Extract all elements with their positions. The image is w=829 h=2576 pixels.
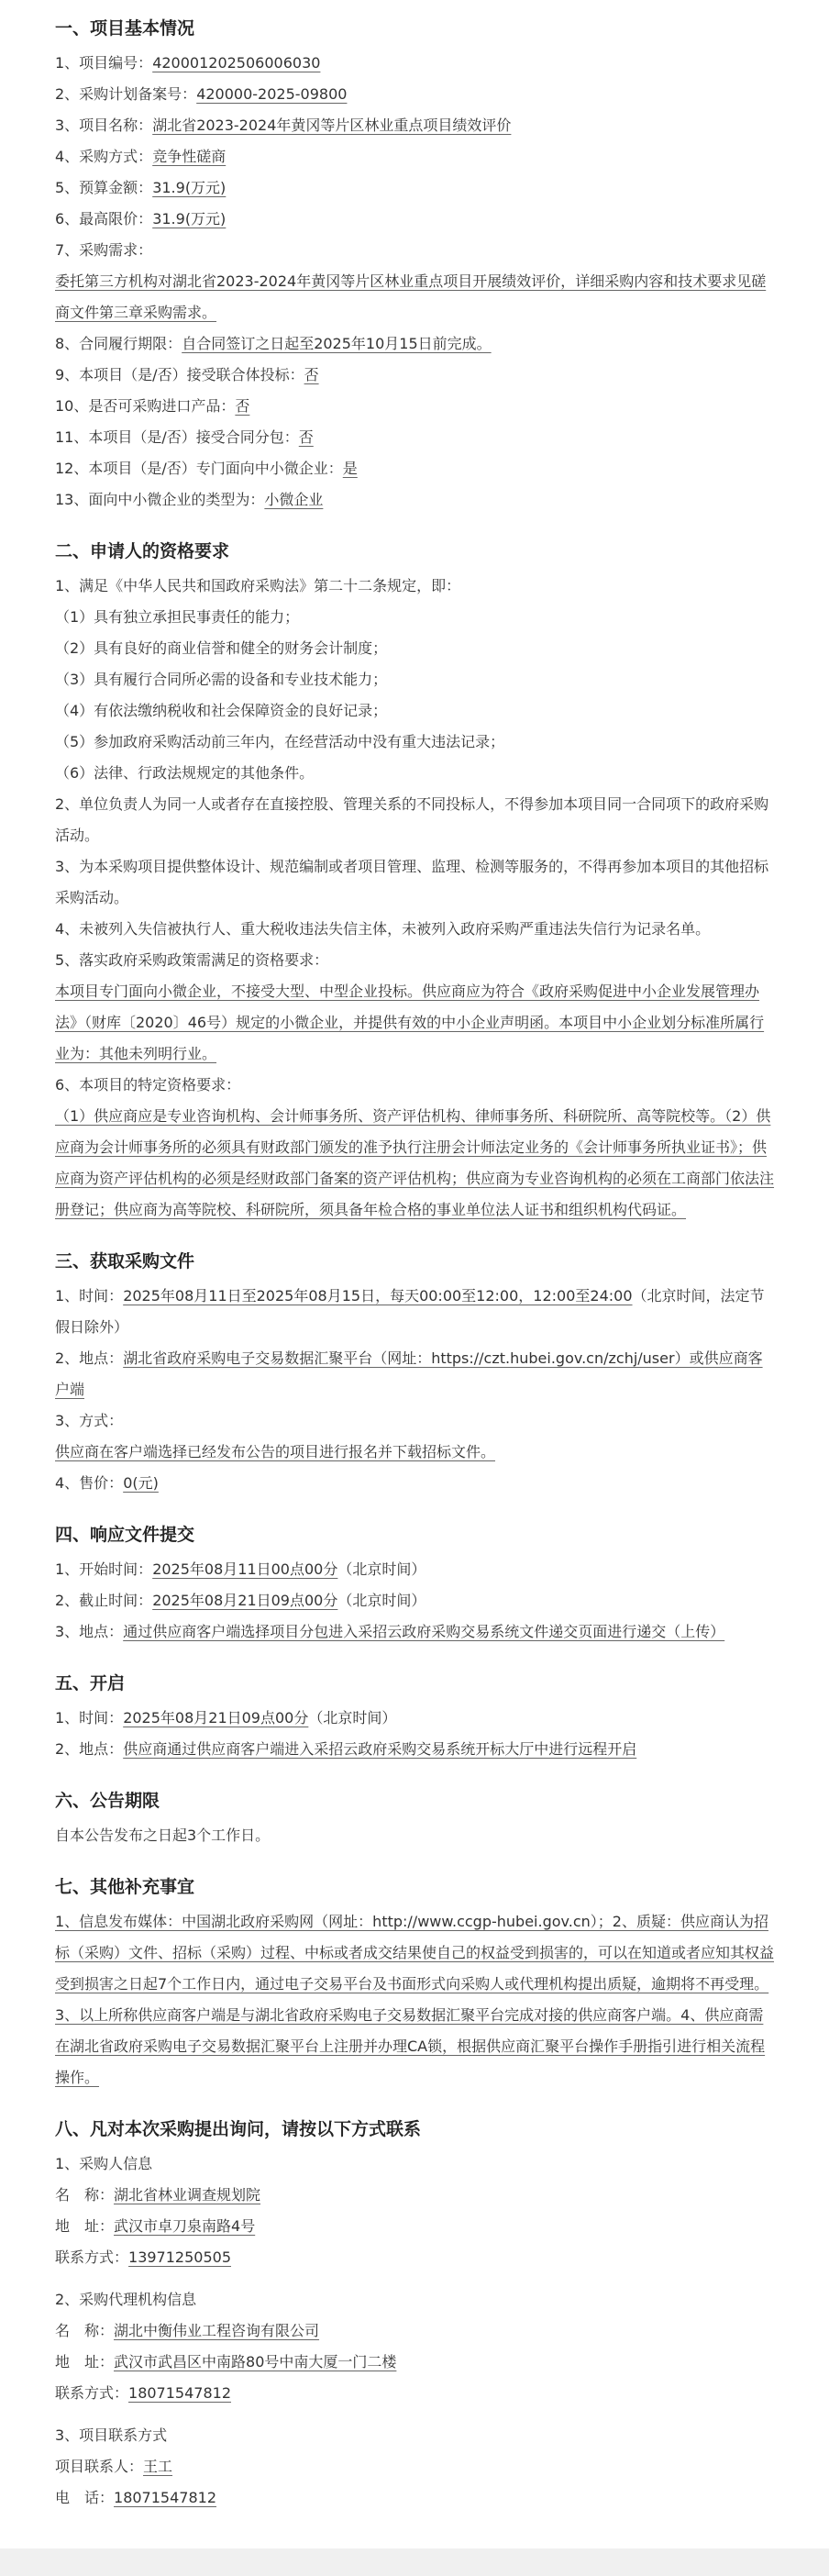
qual-p6-text: （1）供应商应是专业咨询机构、会计师事务所、资产评估机构、律师事务所、科研院所、高等院校等。（2）供应商为会计师事务所的必须具有财政部门颁发的准予执行注册会计师法定业务的《会计师事务所执业证书》；供应商为资产评估机构的必须是经财政部门备案的资产评估机构；供应商为专业咨询机构的必须在工商部门依法注册登记；供应商为高等院校、科研院所，须具备年检合格的事业单位法人证书和组织机构代码证。: [55, 1107, 775, 1218]
section-title-qualifications: 二、申请人的资格要求: [55, 541, 230, 561]
qual-sub-3: （3）具有履行合同所必需的设备和专业技术能力；: [55, 671, 388, 688]
get-place: 2、地点：湖北省政府采购电子交易数据汇聚平台（网址：https://czt.hubei.gov.cn/zchj/user）或供应商客户端: [55, 1349, 763, 1398]
item-procurement-method: 4、采购方式：竞争性磋商: [55, 148, 227, 165]
item-contract-period: 8、合同履行期限：自合同签订之日起至2025年10月15日前完成。: [55, 335, 492, 352]
item-budget: 5、预算金额：31.9(万元): [55, 179, 227, 196]
qual-sub-4: （4）有依法缴纳税收和社会保障资金的良好记录；: [55, 702, 388, 719]
item-sme-type: 13、面向中小微企业的类型为：小微企业: [55, 491, 324, 508]
qual-sub-2: （2）具有良好的商业信誉和健全的财务会计制度；: [55, 639, 388, 657]
section-title-notice-period: 六、公告期限: [55, 1791, 160, 1811]
section-title-contacts: 八、凡对本次采购提出询问，请按以下方式联系: [55, 2119, 422, 2139]
get-time: 1、时间：2025年08月11日至2025年08月15日，每天00:00至12:00，12:00至24:00（北京时间，法定节假日除外）: [55, 1287, 765, 1336]
agent-name: 名 称：湖北中衡伟业工程咨询有限公司: [55, 2322, 320, 2339]
open-place: 2、地点：供应商通过供应商客户端进入采招云政府采购交易系统开标大厅中进行远程开启: [55, 1740, 637, 1758]
qual-p5: 5、落实政府采购政策需满足的资格要求：: [55, 951, 329, 969]
item-demand-label: 7、采购需求：: [55, 241, 153, 259]
item-consortium: 9、本项目（是/否）接受联合体投标：否: [55, 366, 319, 383]
agent-head: 2、采购代理机构信息: [55, 2291, 197, 2308]
item-sme-only: 12、本项目（是/否）专门面向中小微企业：是: [55, 460, 358, 477]
buyer-name: 名 称：湖北省林业调查规划院: [55, 2186, 261, 2204]
item-demand-text: 委托第三方机构对湖北省2023-2024年黄冈等片区林业重点项目开展绩效评价，详细采购内容和技术要求见磋商文件第三章采购需求。: [55, 272, 767, 321]
qual-sub-1: （1）具有独立承担民事责任的能力；: [55, 608, 300, 626]
bottom-bar: [0, 2548, 829, 2576]
item-subcontract: 11、本项目（是/否）接受合同分包：否: [55, 428, 314, 446]
submit-end: 2、截止时间：2025年08月21日09点00分（北京时间）: [55, 1592, 426, 1609]
section-title-get-documents: 三、获取采购文件: [55, 1251, 195, 1271]
spacer: [55, 2273, 774, 2284]
submit-place: 3、地点：通过供应商客户端选择项目分包进入采招云政府采购交易系统文件递交页面进行递交（上传）: [55, 1623, 725, 1640]
qual-p6: 6、本项目的特定资格要求：: [55, 1076, 241, 1094]
item-max-price: 6、最高限价：31.9(万元): [55, 210, 227, 228]
project-contact-phone: 电 话：18071547812: [55, 2489, 216, 2506]
qual-p5-text: 本项目专门面向小微企业，不接受大型、中型企业投标。供应商应为符合《政府采购促进中小企业发展管理办法》（财库〔2020〕46号）规定的小微企业，并提供有效的中小企业声明函。本项目中小企业划分标准所属行业为：其他未列明行业。: [55, 983, 765, 1062]
project-contact-person: 项目联系人：王工: [55, 2458, 173, 2475]
get-method-label: 3、方式：: [55, 1412, 124, 1429]
section-title-opening: 五、开启: [55, 1673, 126, 1693]
item-import: 10、是否可采购进口产品：否: [55, 397, 250, 415]
agent-phone: 联系方式：18071547812: [55, 2384, 231, 2402]
notice-period-text: 自本公告发布之日起3个工作日。: [55, 1827, 271, 1844]
qual-sub-6: （6）法律、行政法规规定的其他条件。: [55, 764, 315, 782]
get-price: 4、售价：0(元): [55, 1474, 159, 1492]
buyer-head: 1、采购人信息: [55, 2155, 153, 2172]
section-title-submission: 四、响应文件提交: [55, 1525, 195, 1545]
open-time: 1、时间：2025年08月21日09点00分（北京时间）: [55, 1709, 397, 1727]
qual-p4: 4、未被列入失信被执行人、重大税收违法失信主体，未被列入政府采购严重违法失信行为记录名单。: [55, 920, 711, 938]
buyer-phone: 联系方式：13971250505: [55, 2248, 231, 2266]
other-matters-text: 1、信息发布媒体：中国湖北政府采购网（网址：http://www.ccgp-hubei.gov.cn）；2、质疑：供应商认为招标（采购）文件、招标（采购）过程、中标或者成交结果使自己的权益受到损害的，可以在知道或者应知其权益受到损害之日起7个工作日内，通过电子交易平台及书面形式向采购人或代理机构提出质疑，逾期将不再受理。3、以上所称供应商客户端是与湖北省政府采购电子交易数据汇聚平台完成对接的供应商客户端。4、供应商需在湖北省政府采购电子交易数据汇聚平台上注册并办理CA锁，根据供应商汇聚平台操作手册指引进行相关流程操作。: [55, 1913, 775, 2086]
submit-start: 1、开始时间：2025年08月11日00点00分（北京时间）: [55, 1560, 426, 1578]
agent-address: 地 址：武汉市武昌区中南路80号中南大厦一门二楼: [55, 2353, 397, 2371]
qual-sub-5: （5）参加政府采购活动前三年内，在经营活动中没有重大违法记录；: [55, 733, 505, 750]
project-contact-head: 3、项目联系方式: [55, 2426, 168, 2444]
item-plan-record-number: 2、采购计划备案号：420000-2025-09800: [55, 85, 348, 103]
qual-p3: 3、为本采购项目提供整体设计、规范编制或者项目管理、监理、检测等服务的，不得再参加本项目的其他招标采购活动。: [55, 858, 769, 906]
section-title-basic-info: 一、项目基本情况: [55, 18, 195, 39]
get-method-value: 供应商在客户端选择已经发布公告的项目进行报名并下载招标文件。: [55, 1443, 496, 1460]
qual-p1: 1、满足《中华人民共和国政府采购法》第二十二条规定，即：: [55, 577, 461, 594]
qual-p2: 2、单位负责人为同一人或者存在直接控股、管理关系的不同投标人，不得参加本项目同一合同项下的政府采购活动。: [55, 795, 769, 844]
item-project-name: 3、项目名称：湖北省2023-2024年黄冈等片区林业重点项目绩效评价: [55, 117, 512, 134]
item-project-number: 1、项目编号：420001202506006030: [55, 54, 321, 72]
section-title-other-matters: 七、其他补充事宜: [55, 1877, 195, 1897]
buyer-address: 地 址：武汉市卓刀泉南路4号: [55, 2217, 256, 2235]
spacer: [55, 2409, 774, 2420]
